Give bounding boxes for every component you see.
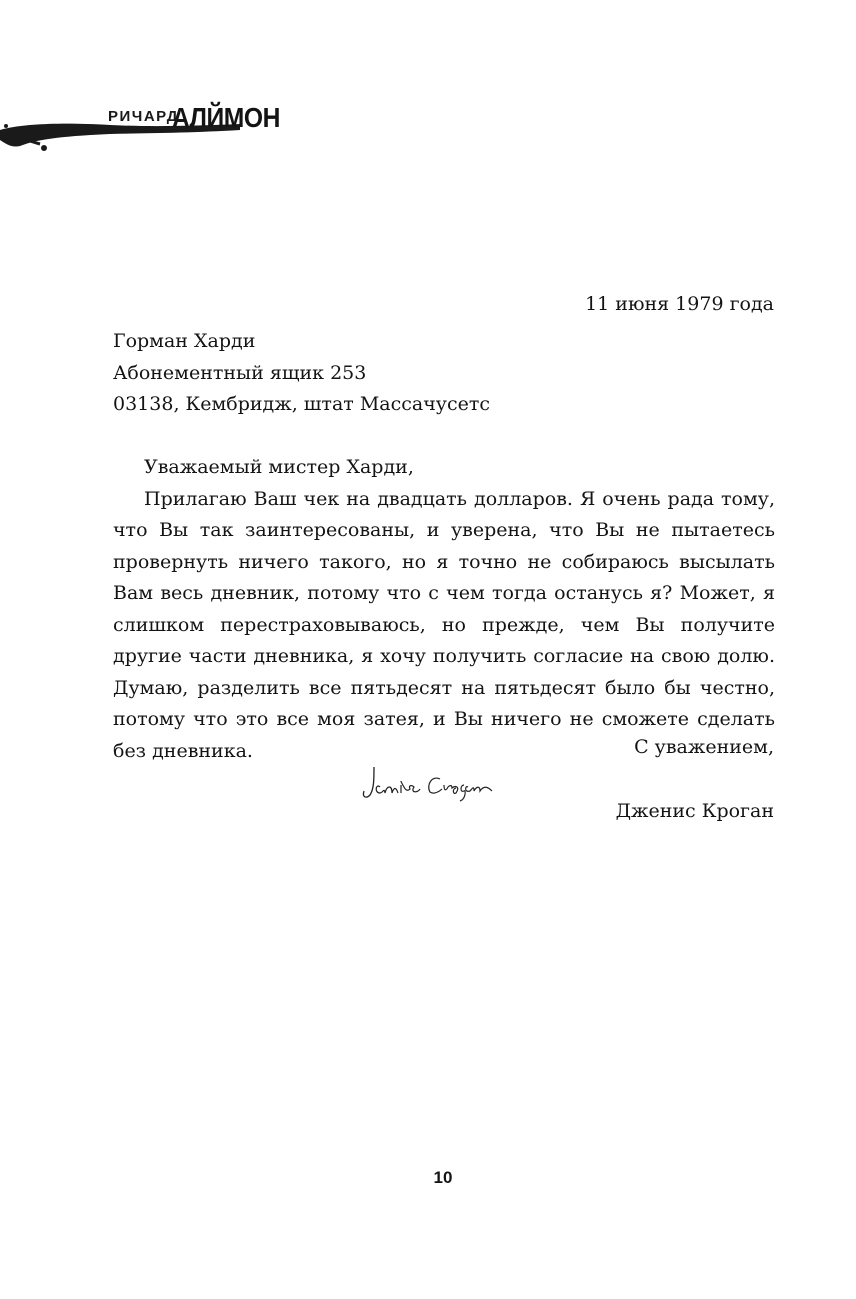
book-title: АЛЙМОН [172, 102, 280, 133]
recipient-address [113, 326, 775, 421]
address-line: Абонементный ящик 253 [113, 361, 367, 384]
handwritten-signature [360, 755, 530, 805]
letter-body [113, 452, 775, 767]
address-line: 03138, Кембридж, штат Массачусетс [113, 393, 490, 415]
letter-closing: С уважением, [634, 736, 774, 758]
book-author: РИЧАРД [108, 108, 179, 125]
letter-date: 11 июня 1979 года [585, 293, 774, 315]
book-header [0, 100, 280, 160]
body-paragraph: Прилагаю Ваш чек на двадцать долларов. Я очень рада тому, что Вы так заинтересованы, и уверена, что Вы не пытаетесь провернуть ничего такого, но я точно не собираюсь высылать Вам весь дневник, потому что с чем тогда останусь я? Может, я слишком перестраховываюсь, но прежде, чем Вы получите другие части дневника, я хочу получить согласие на свою долю. Думаю, разделить все пятьдесят на пятьдесят было бы честно, потому что это все моя затея, и Вы ничего не сможете сделать без дневника. [113, 487, 775, 762]
sender-name: Дженис Кроган [615, 800, 774, 822]
address-line: Горман Харди [113, 330, 256, 352]
salutation: Уважаемый мистер Харди, [144, 456, 414, 478]
page-number: 10 [433, 1168, 453, 1187]
